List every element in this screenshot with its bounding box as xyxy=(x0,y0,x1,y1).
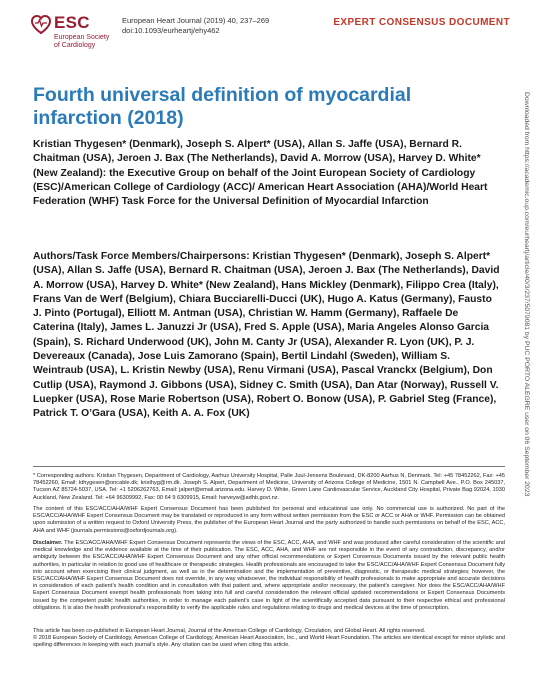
article-title: Fourth universal definition of myocardial infarction (2018) xyxy=(33,84,412,129)
footnote-divider xyxy=(33,466,505,467)
journal-citation xyxy=(122,16,269,36)
page-header xyxy=(30,14,510,54)
journal-line: European Heart Journal (2019) 40, 237–269 xyxy=(122,16,270,25)
esc-logo xyxy=(30,14,120,54)
document-type: EXPERT CONSENSUS DOCUMENT xyxy=(333,17,510,28)
heart-logo-icon xyxy=(30,14,52,36)
logo-subtitle-2: of Cardiology xyxy=(54,42,96,49)
doi-link[interactable]: doi:10.1093/eurheartj/ehy462 xyxy=(122,26,220,35)
copyright-block xyxy=(33,628,505,650)
corresponding-authors-footnote: * Corresponding authors. Kristian Thygesen, Department of Cardiology, Aarhus University Hospital, Palle Juul-Jensens Boulevard, DK-8200 Aarhus N, Denmark. Tel: +45 78452262, Fax: +45 78452260, Email: kthygesen@oncable.dk; kristhyg@rm.dk. Joseph S. Alpert, Department of Medicine, University of Arizona College of Medicine, 1501 N. Campbell Ave., P.O. Box 245037, Tucson AZ 85724-5037, USA. Tel: +1 5206262763, Email: jalpert@email.arizona.edu. Harvey D. White, Green Lane Cardiovascular Service, Auckland City Hospital, Private Bag 92024, 1030 Auckland, New Zealand. Tel: +64 96309992, Fax: 00 64 9 6309915, Email: harveyw@adhb.govt.nz. xyxy=(33,473,505,501)
disclaimer xyxy=(33,540,505,612)
disclaimer-label: Disclaimer. xyxy=(33,540,63,546)
download-watermark: Downloaded from https://academic.oup.com/eurheartj/article/40/3/237/5079081 by PUC PORTO ALEGRE user on 06 September 2023 xyxy=(523,92,530,497)
rights-notice: The content of this ESC/ACC/AHA/WHF Expert Consensus Document has been published for personal and educational use only. No commercial use is authorized. No part of the ESC/ACC/AHA/WHF Expert Consensus Document may be translated or reproduced in any form without written permission from the ESC or ACC or AHA or WHF. Permission can be obtained upon submission of a written request to Oxford University Press, the publisher of the European Heart Journal and the party authorized to handle such permissions on behalf of the ESC, ACC, AHA and WHF (journals.permissions@oxfordjournals.org). xyxy=(33,506,505,534)
logo-subtitle-1: European Society xyxy=(54,34,110,41)
copyright-note: © 2018 European Society of Cardiology, American College of Cardiology, American Heart Association, Inc., and World Heart Foundation. The articles are identical except for minor stylistic and spelling differences in keeping with each journal’s style. Any citation can be used when citing this article. xyxy=(33,635,505,649)
copublished-note: This article has been co-published in European Heart Journal, Journal of the American College of Cardiology, Circulation, and Global Heart. All rights reserved. xyxy=(33,628,426,634)
disclaimer-text: The ESC/ACC/AHA/WHF Expert Consensus Document represents the views of the ESC, ACC, AHA, and WHF and was produced after careful consideration of the scientific and medical knowledge and the evidence available at the time of their publication. The ESC, ACC, AHA, and WHF are not responsible in the event of any contradiction, discrepancy, and/or ambiguity between the ESC/ACC/AHA/WHF Expert Consensus Document and any other official recommendations or Expert Consensus Documents issued by the relevant public health authorities, in particular in relation to good use of healthcare or therapeutic strategies. Health professionals are encouraged to take the ESC/ACC/AHA/WHF Expert Consensus Document fully into account when exercising their clinical judgment, as well as in the determination and the implementation of preventive, diagnostic, or therapeutic medical strategies; however, the ESC/ACC/AHA/WHF Expert Consensus Document does not override, in any way whatsoever, the individual responsibility of health professionals to make appropriate and accurate decisions in consideration of each patient’s health condition and in consultation with that patient and, where appropriate and/or necessary, the patient’s caregiver. Nor does the ESC/ACC/AHA/WHF Expert Consensus Document exempt health professionals from taking into full and careful consideration the relevant official updated recommendations or Expert Consensus Documents issued by the competent public health authorities, in order to manage each patient’s case in light of the scientifically accepted data pursuant to their respective ethical and professional obligations. It is also the health professional’s responsibility to verify the applicable rules and regulations relating to drugs and medical devices at the time of prescription. xyxy=(33,540,505,611)
logo-text: ESC xyxy=(54,13,90,32)
task-force-members: Authors/Task Force Members/Chairpersons: Kristian Thygesen* (Denmark), Joseph S. Alpert* (USA), Allan S. Jaffe (USA), Bernard R. Chaitman (USA), Jeroen J. Bax (The Netherlands), David A. Morrow (USA), Harvey D. White* (New Zealand), Hans Mickley (Denmark), Filippo Crea (Italy), Frans Van de Werf (Belgium), Chiara Bucciarelli-Ducci (UK), Hugo A. Katus (Germany), Fausto J. Pinto (Portugal), Elliott M. Antman (USA), Christian W. Hamm (Germany), Raffaele De Caterina (Italy), James L. Januzzi Jr (USA), Fred S. Apple (USA), Maria Angeles Alonso Garcia (Spain), S. Richard Underwood (UK), John M. Canty Jr (USA), Alexander R. Lyon (UK), P. J. Devereaux (Canada), Jose Luis Zamorano (Spain), Bertil Lindahl (Sweden), William S. Weintraub (USA), L. Kristin Newby (USA), Renu Virmani (USA), Pascal Vranckx (Belgium), Don Cutlip (USA), Raymond J. Gibbons (USA), Sidney C. Smith (USA), Dan Atar (Norway), Russell V. Luepker (USA), Rose Marie Robertson (USA), Robert O. Bonow (USA), P. Gabriel Steg (France), Patrick T. O’Gara (USA), Keith A. A. Fox (UK) xyxy=(33,251,500,420)
executive-authors: Kristian Thygesen* (Denmark), Joseph S. Alpert* (USA), Allan S. Jaffe (USA), Bernard R. Chaitman (USA), Jeroen J. Bax (The Netherlands), David A. Morrow (USA), Harvey D. White* (New Zealand): the Executive Group on behalf of the Joint European Society of Cardiology (ESC)/American College of Cardiology (ACC)/ American Heart Association (AHA)/World Heart Federation (WHF) Task Force for the Universal Definition of Myocardial Infarction xyxy=(33,139,488,208)
